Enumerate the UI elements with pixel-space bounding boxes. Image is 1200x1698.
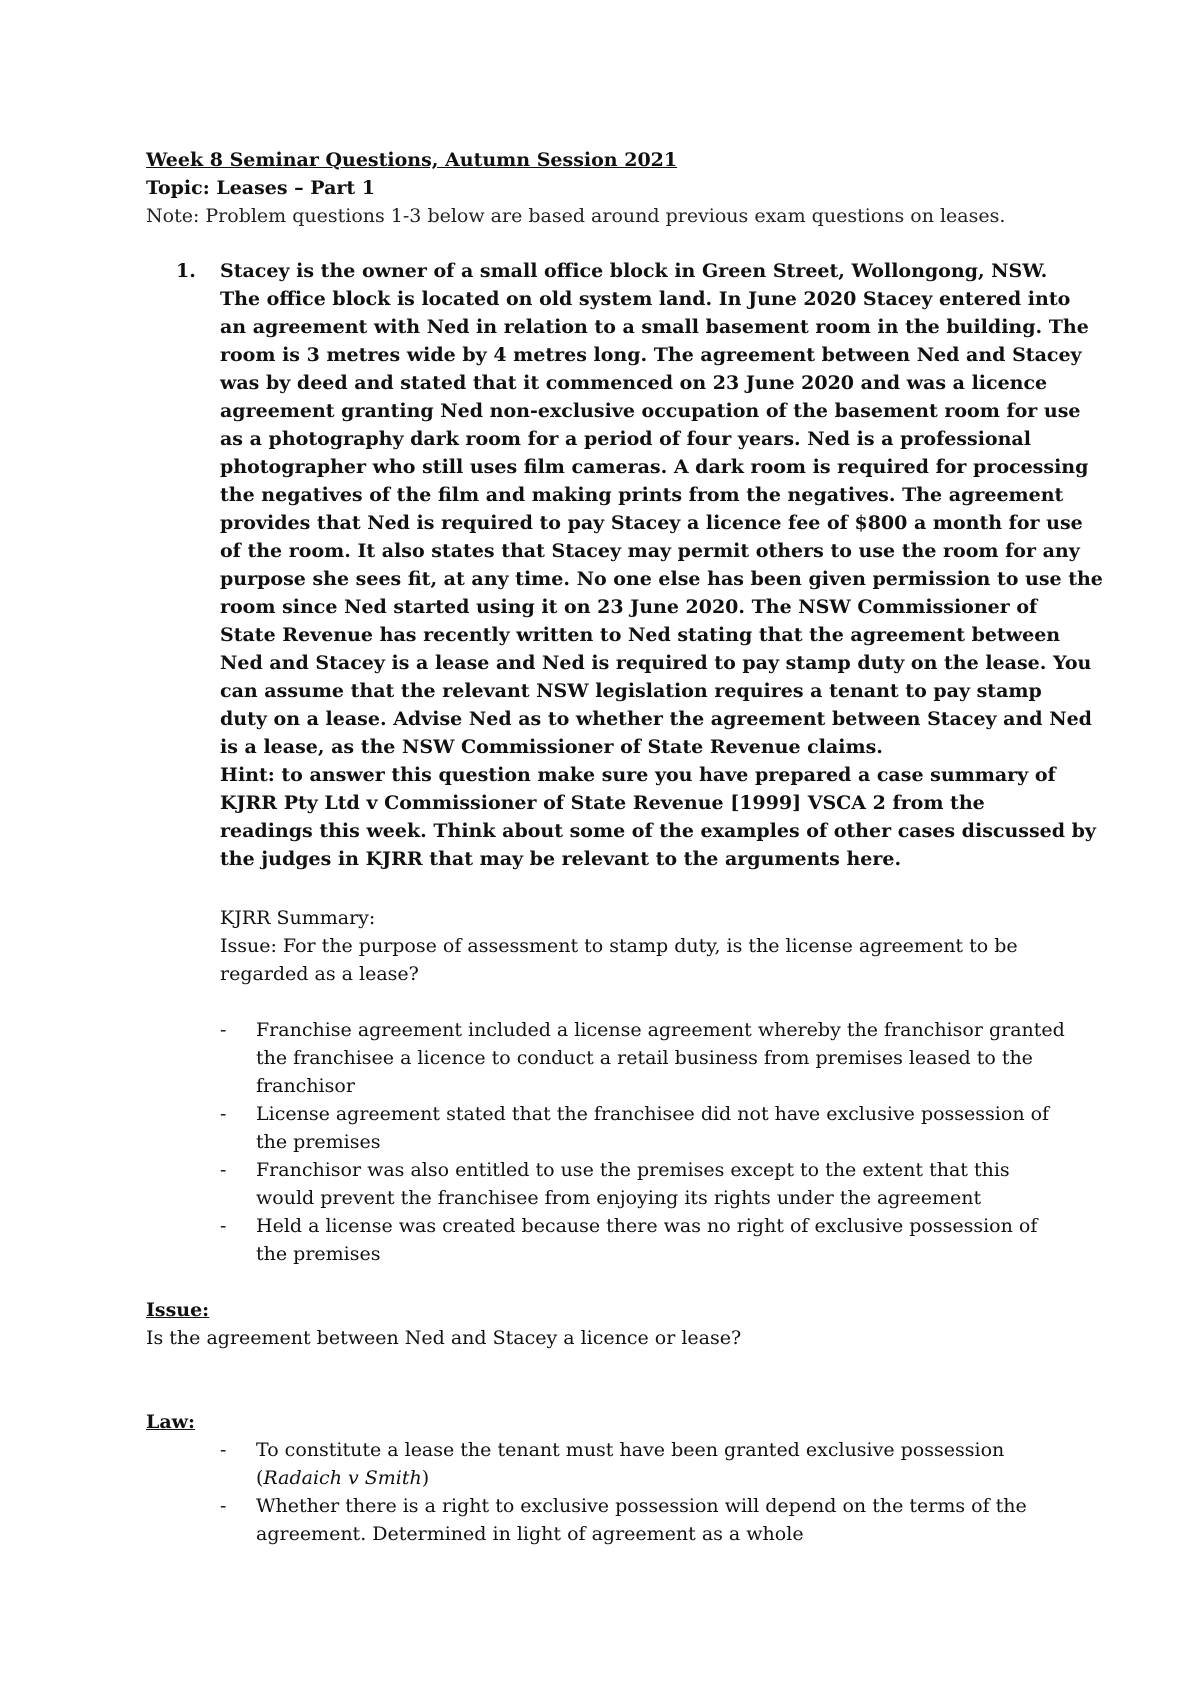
law-heading: Law: bbox=[146, 1411, 196, 1433]
question-line: agreement granting Ned non-exclusive occupation of the basement room for use bbox=[220, 400, 1081, 422]
question-line: The office block is located on old system land. In June 2020 Stacey entered into bbox=[220, 288, 1071, 310]
kjrr-summary bbox=[220, 904, 1080, 988]
hint-line: Hint: to answer this question make sure you have prepared a case summary of bbox=[220, 764, 1056, 786]
document-header bbox=[146, 146, 1066, 230]
question-line: was by deed and stated that it commenced on 23 June 2020 and was a licence bbox=[220, 372, 1048, 394]
list-item bbox=[220, 1492, 1080, 1548]
question-line: photographer who still uses film cameras. A dark room is required for processing bbox=[220, 456, 1089, 478]
law-bullet-list bbox=[220, 1436, 1080, 1548]
question-line: Ned and Stacey is a lease and Ned is required to pay stamp duty on the lease. You bbox=[220, 652, 1092, 674]
kjrr-summary-label: KJRR Summary: bbox=[220, 907, 376, 929]
note-line: Note: Problem questions 1-3 below are based around previous exam questions on leases. bbox=[146, 205, 1006, 227]
bullet-line: agreement. Determined in light of agreement as a whole bbox=[256, 1523, 804, 1545]
bullet-line: the premises bbox=[256, 1131, 381, 1153]
question-line: duty on a lease. Advise Ned as to whether the agreement between Stacey and Ned bbox=[220, 708, 1092, 730]
list-item bbox=[220, 1436, 1080, 1492]
bullet-line: Held a license was created because there was no right of exclusive possession of bbox=[256, 1215, 1038, 1237]
question-line: provides that Ned is required to pay Stacey a licence fee of $800 a month for use bbox=[220, 512, 1083, 534]
kjrr-issue-line: Issue: For the purpose of assessment to stamp duty, is the license agreement to be bbox=[220, 935, 1018, 957]
bullet-line bbox=[256, 1464, 1080, 1492]
list-item bbox=[220, 1016, 1080, 1100]
question-line: as a photography dark room for a period of four years. Ned is a professional bbox=[220, 428, 1031, 450]
paren-open: ( bbox=[256, 1467, 264, 1489]
hint-line: readings this week. Think about some of the examples of other cases discussed by bbox=[220, 820, 1096, 842]
paren-close: ) bbox=[421, 1467, 430, 1489]
bullet-line: Franchise agreement included a license agreement whereby the franchisor granted bbox=[256, 1019, 1065, 1041]
question-number: 1. bbox=[176, 260, 196, 282]
question-line: can assume that the relevant NSW legislation requires a tenant to pay stamp bbox=[220, 680, 1042, 702]
question-line: of the room. It also states that Stacey may permit others to use the room for any bbox=[220, 540, 1080, 562]
list-item bbox=[220, 1212, 1080, 1268]
question-text bbox=[220, 257, 1103, 873]
bullet-line: Whether there is a right to exclusive possession will depend on the terms of the bbox=[256, 1495, 1027, 1517]
bullet-line: Franchisor was also entitled to use the premises except to the extent that this bbox=[256, 1159, 1010, 1181]
question-line: an agreement with Ned in relation to a small basement room in the building. The bbox=[220, 316, 1089, 338]
issue-heading: Issue: bbox=[146, 1299, 210, 1321]
bullet-dash: - bbox=[220, 1215, 227, 1237]
topic-line: Topic: Leases – Part 1 bbox=[146, 177, 376, 199]
list-item bbox=[220, 1100, 1080, 1156]
question-line: purpose she sees fit, at any time. No one else has been given permission to use the bbox=[220, 568, 1103, 590]
bullet-line: the premises bbox=[256, 1243, 381, 1265]
kjrr-issue-line: regarded as a lease? bbox=[220, 963, 419, 985]
question-line: Stacey is the owner of a small office block in Green Street, Wollongong, NSW. bbox=[220, 260, 1048, 282]
list-item bbox=[220, 1156, 1080, 1212]
question-line: is a lease, as the NSW Commissioner of State Revenue claims. bbox=[220, 736, 883, 758]
kjrr-bullet-list bbox=[220, 1016, 1080, 1268]
question-line: State Revenue has recently written to Ned stating that the agreement between bbox=[220, 624, 1061, 646]
question-line: room is 3 metres wide by 4 metres long. The agreement between Ned and Stacey bbox=[220, 344, 1082, 366]
bullet-line: franchisor bbox=[256, 1075, 355, 1097]
bullet-line: To constitute a lease the tenant must have been granted exclusive possession bbox=[256, 1439, 1005, 1461]
question-line: the negatives of the film and making prints from the negatives. The agreement bbox=[220, 484, 1064, 506]
bullet-dash: - bbox=[220, 1019, 227, 1041]
bullet-dash: - bbox=[220, 1103, 227, 1125]
bullet-line: the franchisee a licence to conduct a retail business from premises leased to the bbox=[256, 1047, 1033, 1069]
bullet-dash: - bbox=[220, 1439, 227, 1461]
question-line: room since Ned started using it on 23 June 2020. The NSW Commissioner of bbox=[220, 596, 1038, 618]
document-title: Week 8 Seminar Questions, Autumn Session 2021 bbox=[146, 149, 678, 171]
bullet-line: would prevent the franchisee from enjoying its rights under the agreement bbox=[256, 1187, 982, 1209]
issue-text: Is the agreement between Ned and Stacey a licence or lease? bbox=[146, 1327, 742, 1349]
case-name: Radaich v Smith bbox=[263, 1467, 422, 1489]
bullet-line: License agreement stated that the franchisee did not have exclusive possession of bbox=[256, 1103, 1050, 1125]
bullet-dash: - bbox=[220, 1495, 227, 1517]
bullet-dash: - bbox=[220, 1159, 227, 1181]
law-section bbox=[146, 1408, 1066, 1436]
issue-section bbox=[146, 1296, 1066, 1352]
hint-line: the judges in KJRR that may be relevant to the arguments here. bbox=[220, 848, 902, 870]
hint-line: KJRR Pty Ltd v Commissioner of State Revenue [1999] VSCA 2 from the bbox=[220, 792, 985, 814]
